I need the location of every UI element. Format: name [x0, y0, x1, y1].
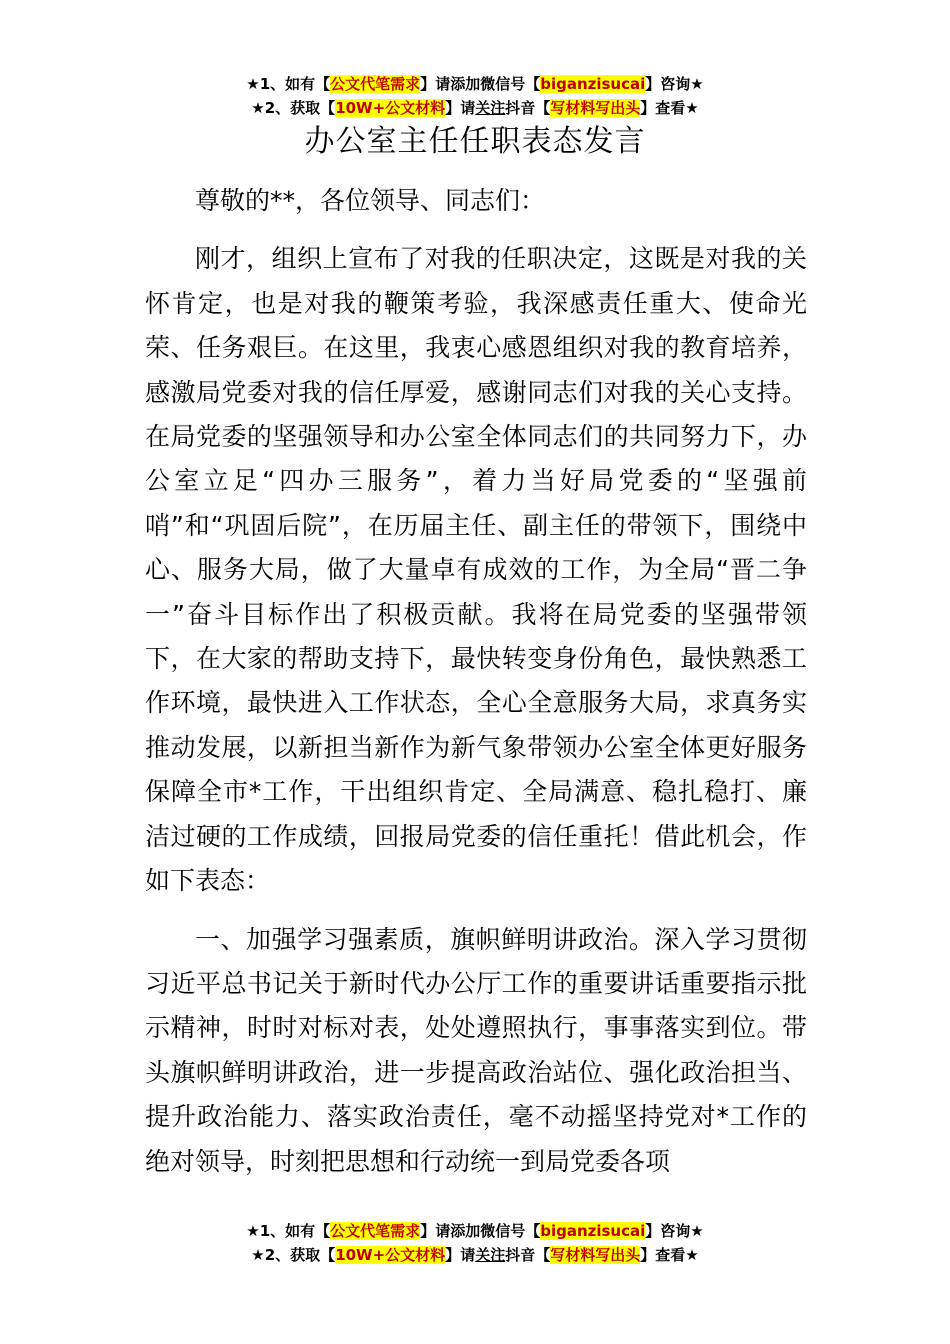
paragraph: 刚才，组织上宣布了对我的任职决定，这既是对我的关怀肯定，也是对我的鞭策考验，我深感责任重大、使命光荣、任务艰巨。在这里，我衷心感恩组织对我的教育培养，感激局党委对我的信任厚爱，感谢同志们对我的关心支持。在局党委的坚强领导和办公室全体同志们的共同努力下，办公室立足“四办三服务”，着力当好局党委的“坚强前哨”和“巩固后院”，在历届主任、副主任的带领下，围绕中心、服务大局，做了大量卓有成效的工作，为全局“晋二争一”奋斗目标作出了积极贡献。我将在局党委的坚强带领下，在大家的帮助支持下，最快转变身份角色，最快熟悉工作环境，最快进入工作状态，全心全意服务大局，求真务实推动发展，以新担当新作为新气象带领办公室全体更好服务保障全市*工作，干出组织肯定、全局满意、稳扎稳打、廉洁过硬的工作成绩，回报局党委的信任重托！借此机会，作如下表态：: [145, 244, 807, 896]
promo-line-2: ★2、获取【10W+公文材料】请关注抖音【写材料写出头】查看★: [251, 1246, 699, 1264]
douyin-account: 写材料写出头: [550, 1246, 641, 1264]
promo-line-2: ★2、获取【10W+公文材料】请关注抖音【写材料写出头】查看★: [251, 99, 699, 117]
document-title: 办公室主任任职表态发言: [304, 124, 646, 159]
promo-banner-bottom: [0, 1219, 950, 1267]
promo-line-1: ★1、如有【公文代笔需求】请添加微信号【biganzisucai】咨询★: [246, 1222, 704, 1240]
promo-highlight: 10W+公文材料: [335, 99, 446, 117]
wechat-id: biganzisucai: [540, 75, 646, 93]
wechat-id: biganzisucai: [540, 1222, 646, 1240]
promo-highlight: 公文代笔需求: [330, 75, 421, 93]
document-body: [145, 179, 807, 1184]
salutation: 尊敬的**，各位领导、同志们：: [195, 186, 546, 215]
promo-highlight: 10W+公文材料: [335, 1246, 446, 1264]
douyin-account: 写材料写出头: [550, 99, 641, 117]
paragraph: 一、加强学习强素质，旗帜鲜明讲政治。深入学习贯彻习近平总书记关于新时代办公厅工作的重要讲话重要指示批示精神，时时对标对表，处处遵照执行，事事落实到位。带头旗帜鲜明讲政治，进一步提高政治站位、强化政治担当、提升政治能力、落实政治责任，毫不动摇坚持党对*工作的绝对领导，时刻把思想和行动统一到局党委各项: [145, 924, 807, 1176]
promo-banner-top: [0, 72, 950, 120]
promo-line-1: ★1、如有【公文代笔需求】请添加微信号【biganzisucai】咨询★: [246, 75, 704, 93]
promo-highlight: 公文代笔需求: [330, 1222, 421, 1240]
